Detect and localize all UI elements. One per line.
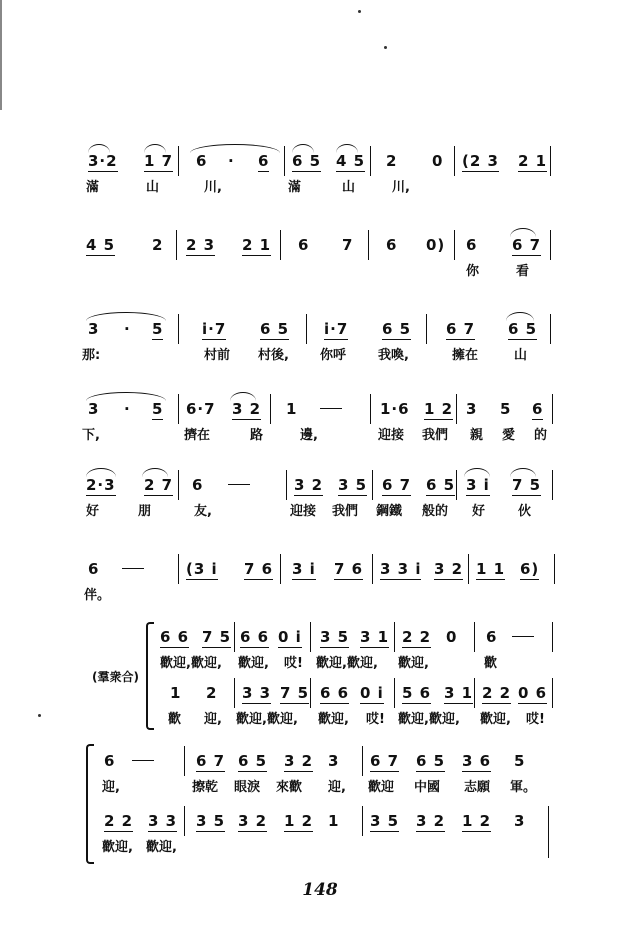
lyric: 那: — [82, 348, 101, 363]
lyric: 哎! — [526, 712, 545, 727]
lyric: 我們 — [422, 428, 449, 443]
lyric: 你呼 — [320, 348, 347, 363]
note: 1 2 — [424, 400, 454, 418]
note: 7 5 — [280, 684, 310, 702]
note: 6) — [520, 560, 540, 578]
barline — [552, 394, 553, 424]
note: 6 5 — [238, 752, 268, 770]
lyric: 川, — [392, 180, 410, 195]
staff-row — [80, 464, 560, 498]
barline — [394, 622, 395, 652]
note: 3 — [328, 752, 340, 770]
barline — [426, 314, 427, 344]
note: i·7 — [324, 320, 349, 338]
note: · — [124, 400, 131, 418]
note: 2 2 — [402, 628, 432, 646]
note: 6 7 — [446, 320, 476, 338]
lyric: 歡迎, — [238, 656, 269, 671]
note: 4 5 — [336, 152, 366, 170]
lyric: 山 — [342, 180, 356, 195]
lyric: 迎, — [328, 780, 346, 795]
lyric: 好 — [472, 504, 486, 519]
chorus-brace — [146, 622, 154, 730]
lyric: 迎, — [204, 712, 222, 727]
note: 3 1 — [360, 628, 390, 646]
lyric: 村後, — [258, 348, 289, 363]
barline — [280, 554, 281, 584]
barline — [552, 470, 553, 500]
note: 6 7 — [196, 752, 226, 770]
barline — [306, 314, 307, 344]
lyric: 哎! — [284, 656, 303, 671]
barline — [550, 146, 551, 176]
system-6 — [80, 548, 560, 606]
note: 1 — [170, 684, 182, 702]
note: 5 — [514, 752, 526, 770]
lyric: 滿 — [86, 180, 100, 195]
note: 3 2 — [294, 476, 324, 494]
lyric: 伴。 — [84, 588, 111, 603]
note: 2 — [206, 684, 218, 702]
note: 0 6 — [518, 684, 548, 702]
note: 6 — [466, 236, 478, 254]
lyric-row — [100, 774, 560, 798]
lyric: 伙 — [518, 504, 532, 519]
lyric: 歡迎, — [480, 712, 511, 727]
lyric: 滿 — [288, 180, 302, 195]
system-5 — [80, 464, 560, 522]
page-number: 148 — [302, 880, 338, 900]
staff-row — [80, 308, 560, 342]
staff-row — [80, 388, 560, 422]
note: 6 7 — [382, 476, 412, 494]
note: 3 2 — [284, 752, 314, 770]
barline — [552, 622, 553, 652]
barline — [394, 678, 395, 708]
note: 0 i — [278, 628, 302, 646]
lyric-row — [160, 706, 560, 730]
system-9 — [100, 740, 560, 798]
note: 6 5 — [292, 152, 322, 170]
note: 6 — [386, 236, 398, 254]
dash — [132, 760, 154, 761]
lyric: 志願 — [464, 780, 491, 795]
barline — [310, 622, 311, 652]
note: 1 2 — [462, 812, 492, 830]
note: 2 — [386, 152, 398, 170]
barline — [456, 470, 457, 500]
speck — [384, 46, 387, 49]
note: 7 — [342, 236, 354, 254]
lyric: 山 — [514, 348, 528, 363]
lyric: 歡 — [168, 712, 182, 727]
note: 3 5 — [320, 628, 350, 646]
lyric-row — [80, 342, 560, 366]
note: 3 5 — [196, 812, 226, 830]
barline — [286, 470, 287, 500]
system-1 — [80, 140, 560, 198]
note: 2 2 — [104, 812, 134, 830]
lyric: 歡迎, — [318, 712, 349, 727]
barline — [370, 146, 371, 176]
note: 2 — [152, 236, 164, 254]
lyric: 我們 — [332, 504, 359, 519]
lyric-row — [100, 834, 560, 858]
chorus-label: (羣衆合) — [92, 670, 139, 684]
lyric-row — [80, 422, 560, 446]
barline — [176, 230, 177, 260]
dash — [512, 636, 534, 637]
lyric-row — [80, 258, 560, 282]
note: 7 5 — [512, 476, 542, 494]
note: 6 — [258, 152, 270, 170]
system-4 — [80, 388, 560, 446]
note: 3 i — [466, 476, 490, 494]
note: 3 — [466, 400, 478, 418]
note: 3 2 — [434, 560, 464, 578]
lyric: 來歡 — [276, 780, 303, 795]
dash — [320, 408, 342, 409]
note: 6 — [298, 236, 310, 254]
note: · — [228, 152, 235, 170]
note: i·7 — [202, 320, 227, 338]
note: 3 5 — [338, 476, 368, 494]
staff-row — [160, 672, 560, 706]
lyric: 友, — [194, 504, 212, 519]
note: 6 5 — [508, 320, 538, 338]
note: 7 6 — [244, 560, 274, 578]
system-8 — [160, 672, 560, 730]
note: 6 — [192, 476, 204, 494]
dash — [122, 568, 144, 569]
note: 6 6 — [160, 628, 190, 646]
note: 3 i — [292, 560, 316, 578]
note: 7 6 — [334, 560, 364, 578]
lyric: 邊, — [300, 428, 318, 443]
lyric-row — [160, 650, 560, 674]
barline — [184, 806, 185, 836]
lyric-row — [80, 174, 560, 198]
note: 3 3 i — [380, 560, 422, 578]
note: 6·7 — [186, 400, 216, 418]
barline — [184, 746, 185, 776]
note: 4 5 — [86, 236, 116, 254]
note: 3·2 — [88, 152, 118, 170]
barline — [372, 470, 373, 500]
barline — [370, 394, 371, 424]
note: 2 1 — [242, 236, 272, 254]
staff-row — [160, 616, 560, 650]
note: 3 2 — [232, 400, 262, 418]
note: · — [124, 320, 131, 338]
lyric: 歡迎 — [368, 780, 395, 795]
barline — [234, 622, 235, 652]
lyric: 山 — [146, 180, 160, 195]
note: 1·6 — [380, 400, 410, 418]
lyric: 下, — [82, 428, 100, 443]
lyric: 歡 — [484, 656, 498, 671]
note: 6 — [88, 560, 100, 578]
barline — [550, 230, 551, 260]
lyric: 哎! — [366, 712, 385, 727]
note: 3 6 — [462, 752, 492, 770]
lyric: 你 — [466, 264, 480, 279]
speck — [38, 714, 41, 717]
note: 3 2 — [238, 812, 268, 830]
barline — [474, 622, 475, 652]
note: 1 7 — [144, 152, 174, 170]
barline — [234, 678, 235, 708]
lyric: 川, — [204, 180, 222, 195]
note: 3 1 — [444, 684, 474, 702]
lyric: 迎接 — [378, 428, 405, 443]
lyric: 歡迎,歡迎, — [316, 656, 378, 671]
dash — [228, 484, 250, 485]
note: 0 i — [360, 684, 384, 702]
note: 0 — [446, 628, 458, 646]
barline — [178, 470, 179, 500]
barline — [178, 314, 179, 344]
lyric: 眼淚 — [234, 780, 261, 795]
note: 0 — [432, 152, 444, 170]
barline — [456, 394, 457, 424]
lyric: 擦乾 — [192, 780, 219, 795]
note: 0) — [426, 236, 446, 254]
lyric: 親 — [470, 428, 484, 443]
lyric: 歡迎, — [102, 840, 133, 855]
note: 6 — [104, 752, 116, 770]
note: 3 — [514, 812, 526, 830]
lyric: 看 — [516, 264, 530, 279]
note: (2 3 — [462, 152, 499, 170]
barline — [178, 554, 179, 584]
staff-row — [100, 740, 560, 774]
lyric: 村前 — [204, 348, 231, 363]
lyric: 歡迎,歡迎, — [236, 712, 298, 727]
barline — [372, 554, 373, 584]
barline — [468, 554, 469, 584]
note: 3 3 — [242, 684, 272, 702]
note: 6 5 — [426, 476, 456, 494]
barline — [368, 230, 369, 260]
lyric: 擠在 — [184, 428, 211, 443]
barline — [454, 146, 455, 176]
lyric: 愛 — [502, 428, 516, 443]
note: 3 — [88, 400, 100, 418]
lyric: 好 — [86, 504, 100, 519]
barline — [454, 230, 455, 260]
staff-row — [80, 140, 560, 174]
note: 6 7 — [512, 236, 542, 254]
system-7 — [160, 616, 560, 674]
note: 1 1 — [476, 560, 506, 578]
system-3 — [80, 308, 560, 366]
barline — [270, 394, 271, 424]
note: 3 — [88, 320, 100, 338]
barline — [362, 806, 363, 836]
barline — [474, 678, 475, 708]
barline — [280, 230, 281, 260]
note: 6 5 — [416, 752, 446, 770]
lyric: 迎接 — [290, 504, 317, 519]
system-2 — [80, 224, 560, 282]
note: 6 — [196, 152, 208, 170]
note: 6 6 — [240, 628, 270, 646]
note: 5 — [152, 320, 164, 338]
note: 6 — [486, 628, 498, 646]
lyric: 朋 — [138, 504, 152, 519]
lyric: 歡迎, — [398, 656, 429, 671]
note: 3 2 — [416, 812, 446, 830]
barline — [362, 746, 363, 776]
note: 6 — [532, 400, 544, 418]
staff-row — [80, 224, 560, 258]
system-brace — [86, 744, 94, 864]
lyric: 迎, — [102, 780, 120, 795]
note: 6 7 — [370, 752, 400, 770]
lyric: 的 — [534, 428, 548, 443]
staff-row — [100, 800, 560, 834]
note: 7 5 — [202, 628, 232, 646]
note: 2 7 — [144, 476, 174, 494]
note: (3 i — [186, 560, 218, 578]
note: 2 2 — [482, 684, 512, 702]
note: 5 — [152, 400, 164, 418]
note: 6 5 — [260, 320, 290, 338]
barline — [554, 554, 555, 584]
lyric: 我喚, — [378, 348, 409, 363]
note: 3 5 — [370, 812, 400, 830]
barline — [550, 314, 551, 344]
lyric: 般的 — [422, 504, 449, 519]
note: 5 — [500, 400, 512, 418]
barline — [178, 394, 179, 424]
lyric: 歡迎,歡迎, — [398, 712, 460, 727]
note: 2 1 — [518, 152, 548, 170]
barline — [552, 678, 553, 708]
lyric-row — [80, 498, 560, 522]
note: 6 6 — [320, 684, 350, 702]
note: 3 3 — [148, 812, 178, 830]
barline — [178, 146, 179, 176]
lyric: 歡迎,歡迎, — [160, 656, 222, 671]
note: 1 — [286, 400, 298, 418]
barline — [284, 146, 285, 176]
note: 6 5 — [382, 320, 412, 338]
note: 2·3 — [86, 476, 116, 494]
lyric-row — [80, 582, 560, 606]
note: 1 2 — [284, 812, 314, 830]
system-10 — [100, 800, 560, 858]
note: 5 6 — [402, 684, 432, 702]
speck — [358, 10, 361, 13]
staff-row — [80, 548, 560, 582]
page-edge — [0, 0, 2, 110]
note: 2 3 — [186, 236, 216, 254]
lyric: 擁在 — [452, 348, 479, 363]
lyric: 中國 — [414, 780, 441, 795]
lyric: 歡迎, — [146, 840, 177, 855]
lyric: 路 — [250, 428, 264, 443]
lyric: 鋼鐵 — [376, 504, 403, 519]
note: 1 — [328, 812, 340, 830]
barline — [310, 678, 311, 708]
lyric: 軍。 — [510, 780, 537, 795]
